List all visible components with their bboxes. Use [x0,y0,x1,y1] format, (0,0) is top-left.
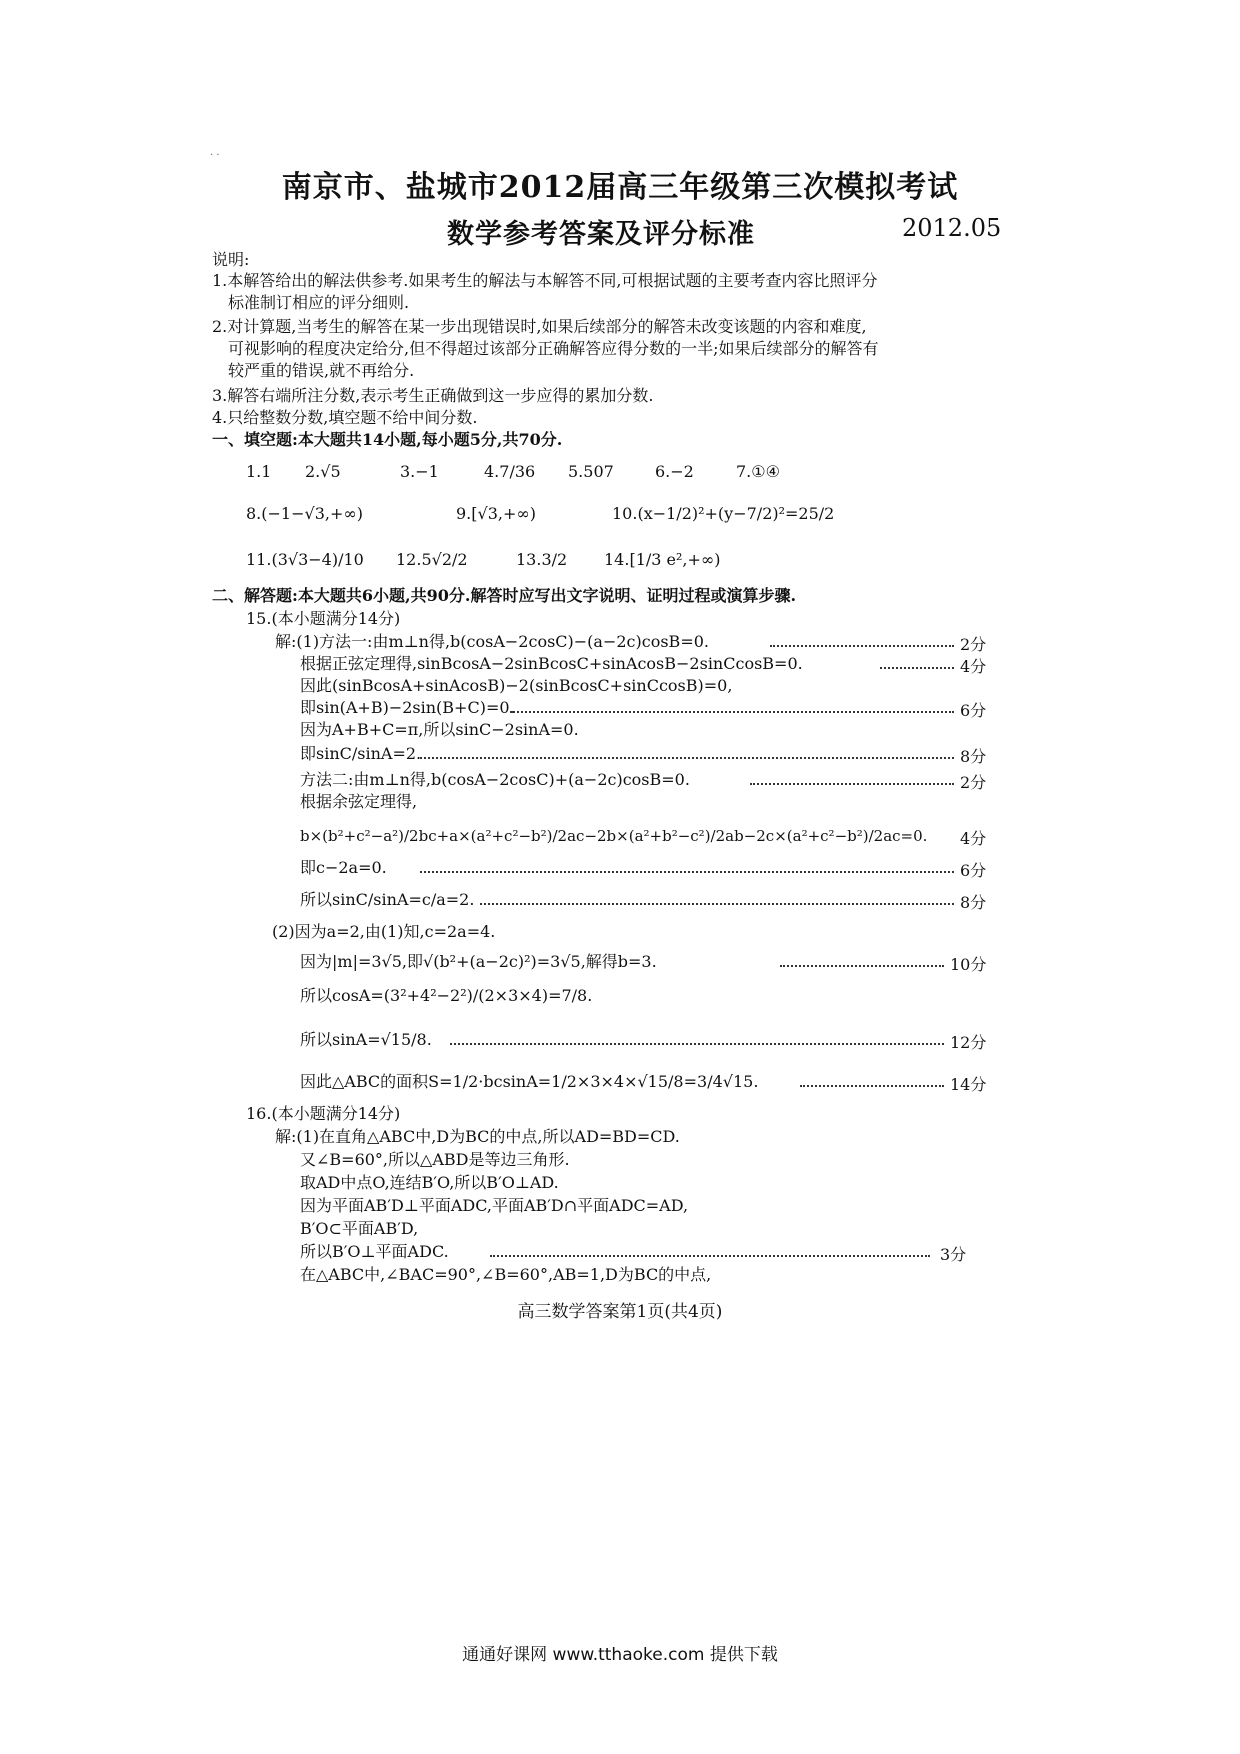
section-fill-in-blank: 一、填空题:本大题共14小题,每小题5分,共70分. [212,430,563,449]
page-footer: 高三数学答案第1页(共4页) [517,1302,723,1322]
note-line: 可视影响的程度决定给分,但不得超过该部分正确解答应得分数的一半;如果后续部分的解答有 [228,339,879,358]
note-line: 3.解答右端所注分数,表示考生正确做到这一步应得的累加分数. [212,386,654,405]
answer-item: 11.(3√3−4)/10 [246,550,364,569]
dot-leader [420,871,954,873]
dot-leader [800,1085,944,1087]
solution-line: b×(b²+c²−a²)/2bc+a×(a²+c²−b²)/2ac−2b×(a²+b²−c²)/2ab−2c×(a²+c²−b²)/2ac=0. [300,827,928,845]
score-mark: 4分 [960,829,987,848]
dot-leader [880,667,954,669]
answer-item: 2.√5 [305,462,341,481]
solution-line: 根据余弦定理得, [300,792,418,811]
answer-item: 6.−2 [655,462,694,481]
page-subtitle: 数学参考答案及评分标准 [447,219,755,250]
score-mark: 2分 [960,773,987,792]
question-15-header: 15.(本小题满分14分) [246,609,401,628]
solution-line: 取AD中点O,连结B′O,所以B′O⊥AD. [300,1173,559,1192]
note-line: 1.本解答给出的解法供参考.如果考生的解法与本解答不同,可根据试题的主要考查内容比照评分 [212,271,878,290]
answer-item: 3.−1 [400,462,439,481]
solution-line: 解:(1)方法一:由m⊥n得,b(cosA−2cosC)−(a−2c)cosB=0. [275,632,709,651]
answer-item: 14.[1/3 e²,+∞) [604,550,721,569]
scan-specks: · · [210,150,220,161]
note-line: 2.对计算题,当考生的解答在某一步出现错误时,如果后续部分的解答未改变该题的内容和难度, [212,317,867,336]
score-mark: 2分 [960,635,987,654]
dot-leader [510,711,954,713]
solution-line: 即c−2a=0. [300,858,387,877]
solution-line: 所以sinA=√15/8. [300,1030,432,1049]
solution-line: 所以cosA=(3²+4²−2²)/(2×3×4)=7/8. [300,986,593,1005]
note-line: 4.只给整数分数,填空题不给中间分数. [212,408,478,427]
answer-item: 1.1 [246,462,272,481]
page-title: 南京市、盐城市2012届高三年级第三次模拟考试 [281,170,959,205]
solution-line: 所以sinC/sinA=c/a=2. [300,890,475,909]
answer-item: 13.3/2 [516,550,568,569]
score-mark: 8分 [960,893,987,912]
solution-line: 即sin(A+B)−2sin(B+C)=0. [300,698,515,717]
dot-leader [480,903,954,905]
score-mark: 4分 [960,657,987,676]
dot-leader [490,1255,930,1257]
download-credit: 通通好课网 www.tthaoke.com 提供下载 [462,1645,778,1665]
answer-item: 8.(−1−√3,+∞) [246,504,363,523]
dot-leader [770,645,954,647]
solution-line: 解:(1)在直角△ABC中,D为BC的中点,所以AD=BD=CD. [275,1127,680,1146]
score-mark: 10分 [950,955,987,974]
solution-line: 在△ABC中,∠BAC=90°,∠B=60°,AB=1,D为BC的中点, [300,1265,712,1284]
solution-line: B′O⊂平面AB′D, [300,1219,419,1238]
dot-leader [780,965,944,967]
dot-leader [750,783,954,785]
notes-heading: 说明: [212,250,250,269]
solution-line: 根据正弦定理得,sinBcosA−2sinBcosC+sinAcosB−2sinCcosB=0. [300,654,803,673]
section-solutions: 二、解答题:本大题共6小题,共90分.解答时应写出文字说明、证明过程或演算步骤. [212,586,797,605]
score-mark: 6分 [960,861,987,880]
question-16-header: 16.(本小题满分14分) [246,1104,401,1123]
solution-line: 因此(sinBcosA+sinAcosB)−2(sinBcosC+sinCcosB)=0, [300,676,733,695]
dot-leader [420,757,954,759]
solution-line: 即sinC/sinA=2. [300,744,422,763]
solution-line: (2)因为a=2,由(1)知,c=2a=4. [272,922,496,941]
answer-item: 5.507 [568,462,614,481]
answer-item: 4.7/36 [484,462,536,481]
solution-line: 又∠B=60°,所以△ABD是等边三角形. [300,1150,570,1169]
answer-item: 10.(x−1/2)²+(y−7/2)²=25/2 [612,504,835,523]
solution-line: 因此△ABC的面积S=1/2·bcsinA=1/2×3×4×√15/8=3/4√15. [300,1072,759,1091]
score-mark: 12分 [950,1033,987,1052]
note-line: 较严重的错误,就不再给分. [228,361,415,380]
answer-item: 7.①④ [736,462,780,481]
solution-line: 方法二:由m⊥n得,b(cosA−2cosC)+(a−2c)cosB=0. [300,770,690,789]
solution-line: 因为|m|=3√5,即√(b²+(a−2c)²)=3√5,解得b=3. [300,952,657,971]
score-mark: 14分 [950,1075,987,1094]
exam-date: 2012.05 [902,214,1002,242]
score-mark: 3分 [940,1245,967,1264]
solution-line: 因为平面AB′D⊥平面ADC,平面AB′D∩平面ADC=AD, [300,1196,689,1215]
score-mark: 6分 [960,701,987,720]
note-line: 标准制订相应的评分细则. [228,293,410,312]
dot-leader [450,1043,944,1045]
solution-line: 因为A+B+C=π,所以sinC−2sinA=0. [300,720,579,739]
answer-item: 12.5√2/2 [396,550,468,569]
score-mark: 8分 [960,747,987,766]
solution-line: 所以B′O⊥平面ADC. [300,1242,449,1261]
answer-item: 9.[√3,+∞) [456,504,536,523]
